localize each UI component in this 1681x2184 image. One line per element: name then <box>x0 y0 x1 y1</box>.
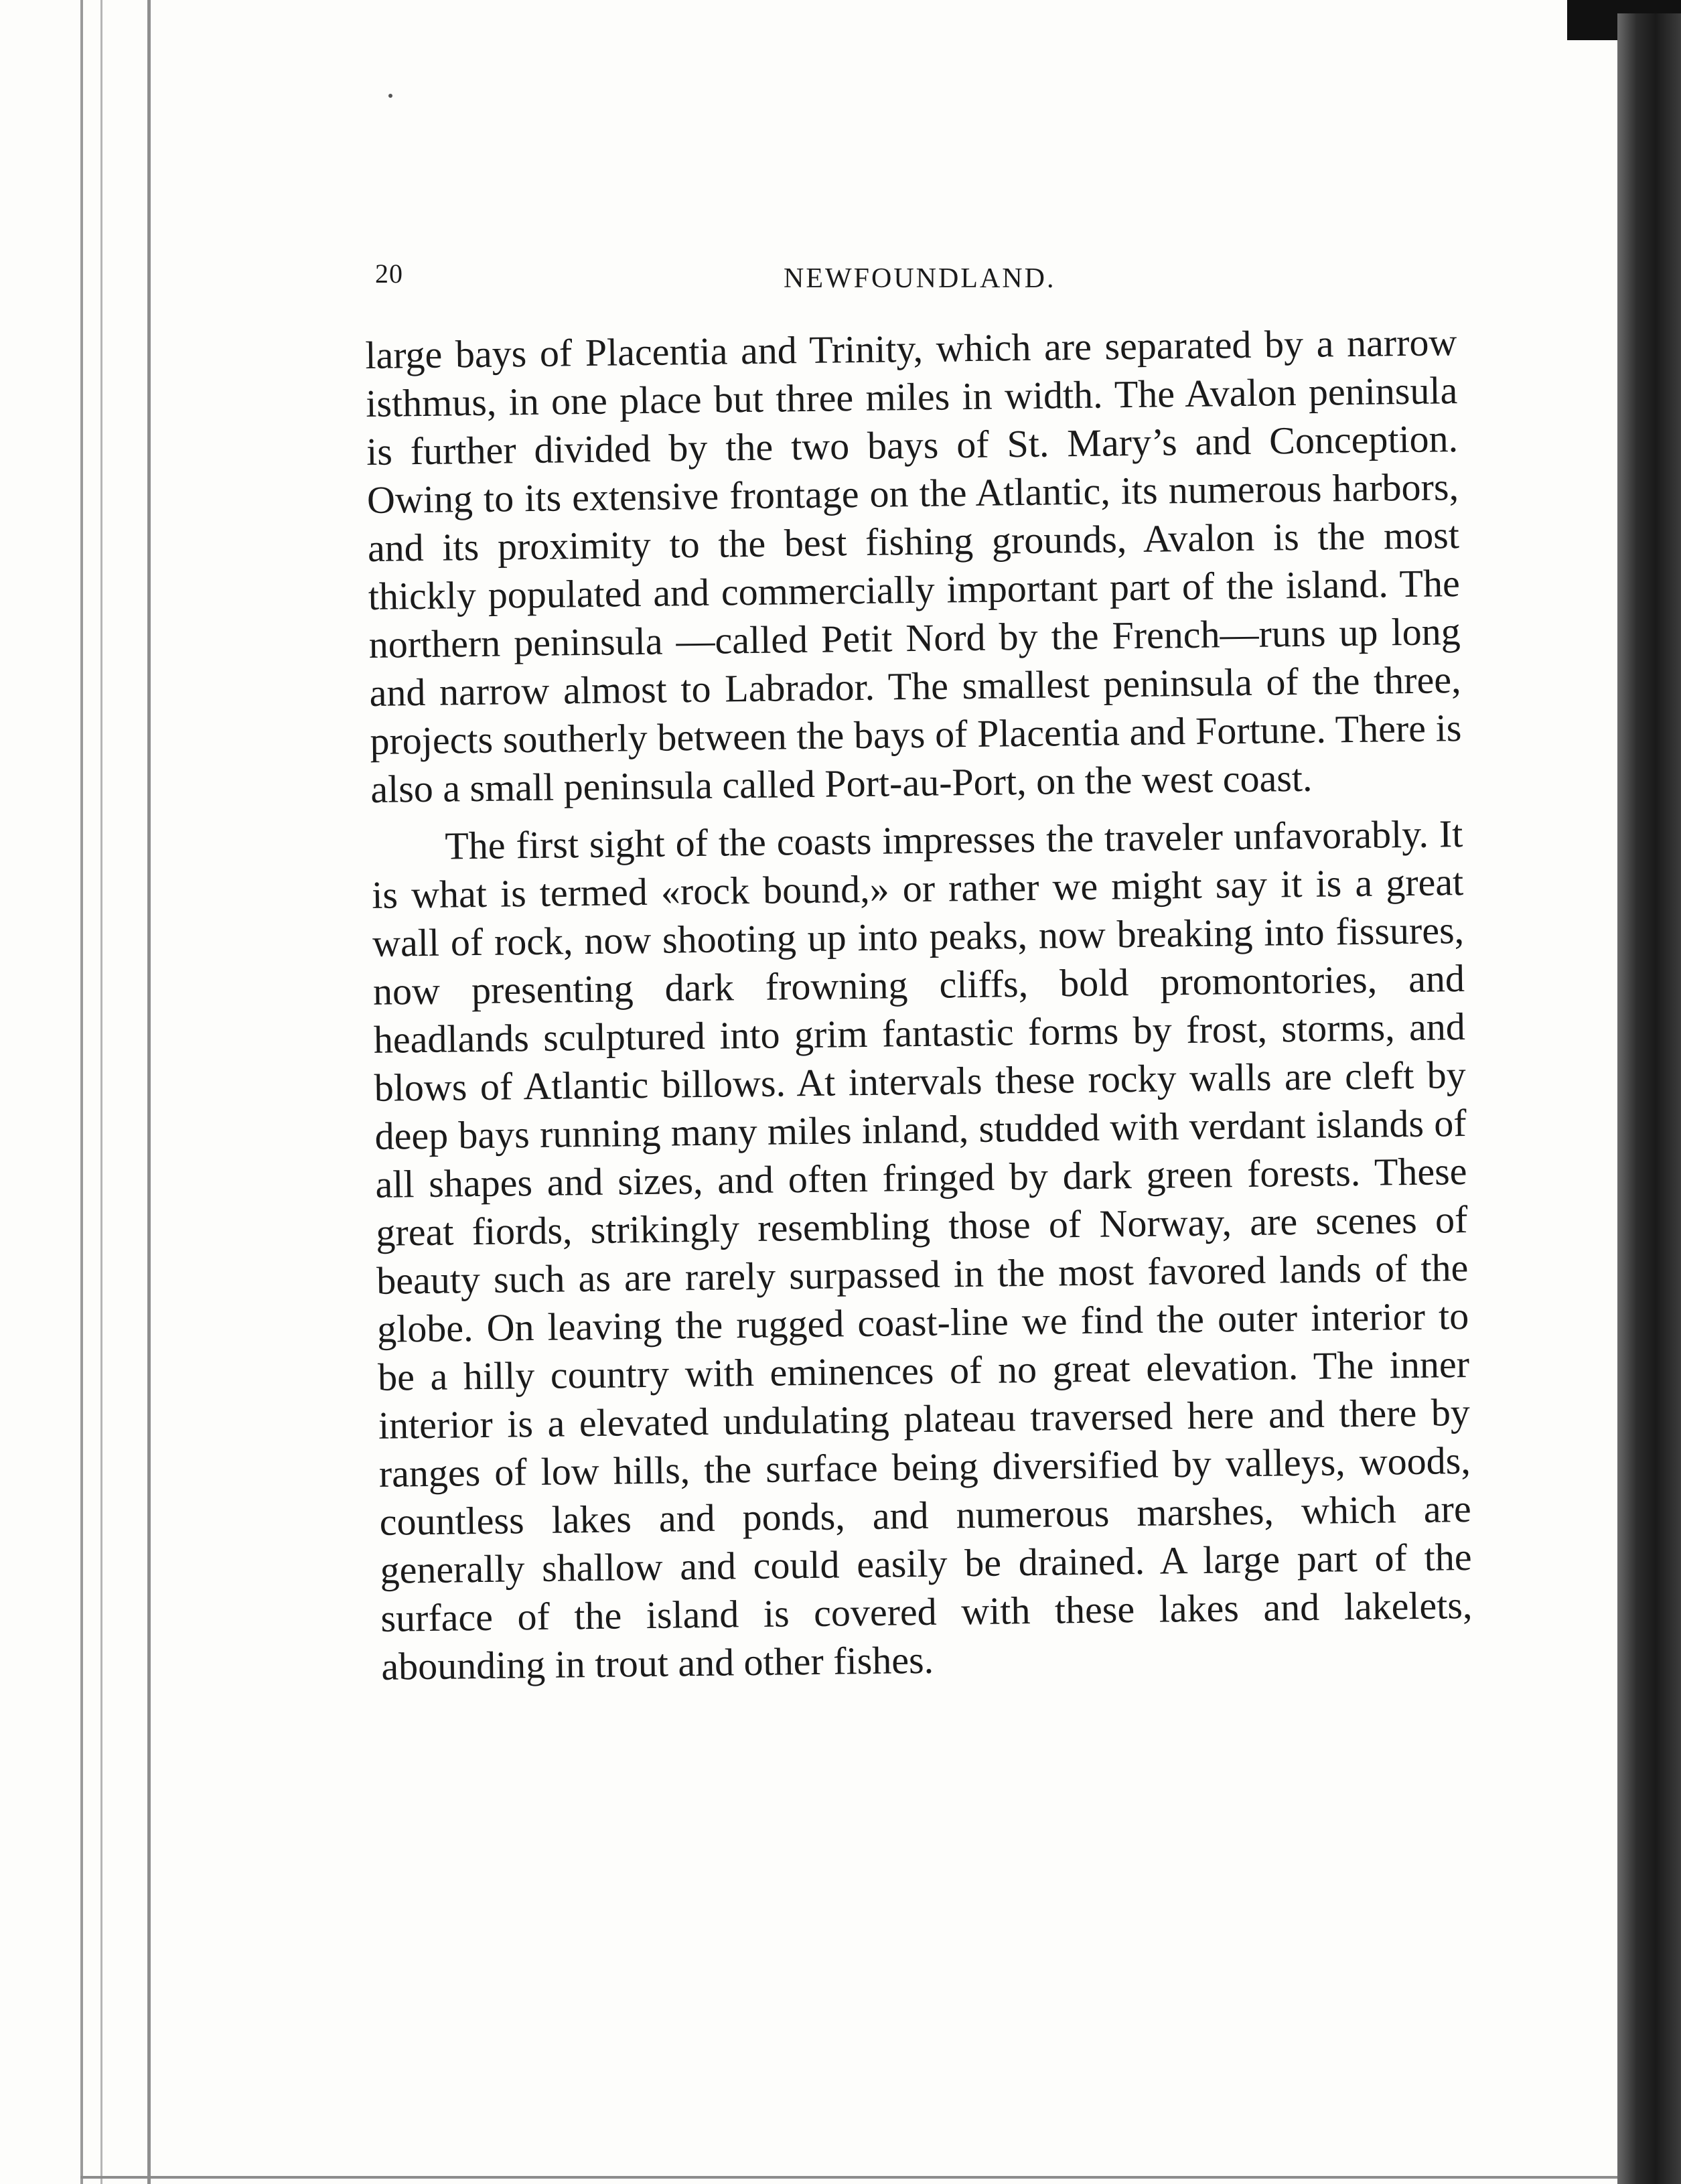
page-edge-line <box>147 0 151 2184</box>
page-edge-line <box>100 0 102 2184</box>
paragraph: The first sight of the coasts impresses the traveler unfavorably. It is what is termed «rock bound,» or rather we might say it is a great wall of rock, now shooting up into peaks, now breaking into fissures, now presenting dark frowning cliffs, bold promontories, and headlands sculptured into grim fantastic forms by frost, storms, and blows of Atlantic billows. At intervals these rocky walls are cleft by deep bays running many miles inland, studded with verdant islands of all shapes and sizes, and often fringed by dark green forests. These great fiords, strikingly resembling those of Norway, are scenes of beauty such as are rarely surpassed in the most favored lands of the globe. On leaving the rugged coast-line we find the outer interior to be a hilly country with eminences of no great elevation. The inner interior is a elevated undulating plateau traversed here and there by ranges of low hills, the surface being diversified by valleys, woods, countless lakes and ponds, and numerous marshes, which are generally shallow and could easily be drained. A large part of the surface of the island is covered with these lakes and lakelets, abounding in trout and other fishes. <box>371 812 1473 1688</box>
body-text <box>365 318 1473 1691</box>
running-head: NEWFOUNDLAND. <box>784 263 1056 294</box>
page-number: 20 <box>375 259 403 289</box>
next-page-shadow <box>1617 13 1681 2184</box>
page-edge-line <box>80 0 83 2184</box>
paragraph: large bays of Placentia and Trinity, which are separated by a narrow isthmus, in one place but three miles in width. The Avalon peninsula is further divided by the two bays of St. Mary’s and Conception. Owing to its extensive frontage on the Atlantic, its numerous harbors, and its proximity to the best fishing grounds, Avalon is the most thickly populated and commercially important part of the island. The northern peninsula —called Petit Nord by the French—runs up long and narrow almost to Labrador. The smallest peninsula of the three, projects southerly between the bays of Placentia and Fortune. There is also a small peninsula called Port-au-Port, on the west coast. <box>365 320 1462 811</box>
scan-speck <box>388 94 392 98</box>
page-bottom-edge <box>80 2176 1681 2179</box>
